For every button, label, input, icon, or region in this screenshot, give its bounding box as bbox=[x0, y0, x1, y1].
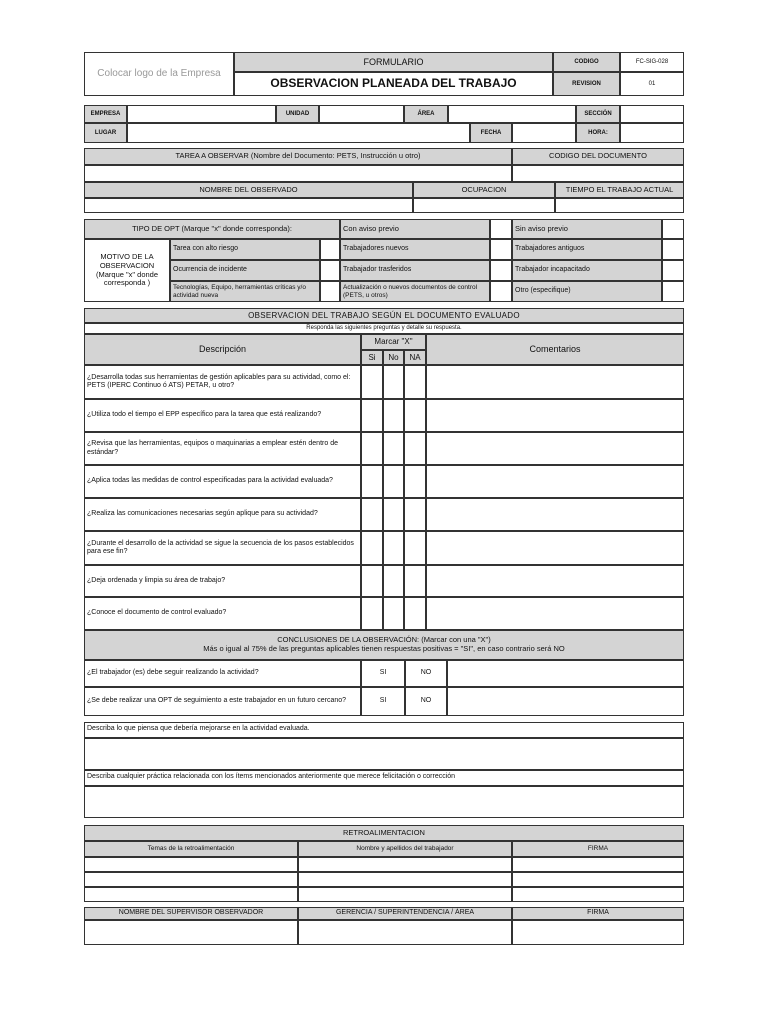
si-checkbox[interactable] bbox=[361, 365, 383, 399]
feedback-col-topics: Temas de la retroalimentación bbox=[84, 841, 298, 857]
conclusions-rule: Más o igual al 75% de las preguntas aplicables tienen respuestas positivas = "SI", en caso contrario será NO bbox=[203, 644, 565, 653]
motivo-label: MOTIVO DE LA OBSERVACION (Marque "x" donde corresponda ) bbox=[84, 239, 170, 302]
observation-title: OBSERVACION DEL TRABAJO SEGÚN EL DOCUMENTO EVALUADO bbox=[84, 308, 684, 323]
no-checkbox[interactable] bbox=[383, 465, 404, 498]
si-checkbox[interactable] bbox=[361, 432, 383, 465]
question-text: ¿Desarrolla todas sus herramientas de gestión aplicables para su actividad, como el: PETS (IPERC Continuo ó ATS) PETAR, u otro? bbox=[84, 365, 361, 399]
na-checkbox[interactable] bbox=[404, 432, 426, 465]
gerencia-field[interactable] bbox=[298, 920, 512, 945]
si-checkbox[interactable] bbox=[361, 465, 383, 498]
fecha-field[interactable] bbox=[512, 123, 576, 143]
no-checkbox[interactable] bbox=[383, 432, 404, 465]
no-checkbox[interactable] bbox=[383, 531, 404, 565]
na-checkbox[interactable] bbox=[404, 399, 426, 432]
question-text: ¿Deja ordenada y limpia su área de trabajo? bbox=[84, 565, 361, 597]
comment-field[interactable] bbox=[426, 399, 684, 432]
no-checkbox[interactable] bbox=[383, 498, 404, 531]
feedback-signature-field[interactable] bbox=[512, 857, 684, 872]
hora-field[interactable] bbox=[620, 123, 684, 143]
na-checkbox[interactable] bbox=[404, 531, 426, 565]
na-checkbox[interactable] bbox=[404, 597, 426, 630]
motivo-option: Actualización o nuevos documentos de control (PETS, u otros) bbox=[340, 281, 490, 302]
feedback-col-worker: Nombre y apellidos del trabajador bbox=[298, 841, 512, 857]
feedback-worker-field[interactable] bbox=[298, 887, 512, 902]
motivo-checkbox[interactable] bbox=[662, 281, 684, 302]
si-checkbox[interactable] bbox=[361, 565, 383, 597]
code-value: FC-SIG-028 bbox=[620, 52, 684, 72]
lugar-field[interactable] bbox=[127, 123, 470, 143]
motivo-checkbox[interactable] bbox=[490, 281, 512, 302]
motivo-checkbox[interactable] bbox=[490, 260, 512, 281]
motivo-option: Trabajadores antiguos bbox=[512, 239, 662, 260]
codigo-doc-field[interactable] bbox=[512, 165, 684, 182]
empresa-label: EMPRESA bbox=[84, 105, 127, 123]
feedback-signature-field[interactable] bbox=[512, 872, 684, 887]
question-text: ¿Realiza las comunicaciones necesarias según aplique para su actividad? bbox=[84, 498, 361, 531]
motivo-checkbox[interactable] bbox=[662, 260, 684, 281]
revision-value: 01 bbox=[620, 72, 684, 96]
sin-aviso-checkbox[interactable] bbox=[662, 219, 684, 239]
feedback-topic-field[interactable] bbox=[84, 887, 298, 902]
no-checkbox[interactable] bbox=[383, 597, 404, 630]
supervisor-field[interactable] bbox=[84, 920, 298, 945]
comment-field[interactable] bbox=[426, 565, 684, 597]
nombre-observado-label: NOMBRE DEL OBSERVADO bbox=[84, 182, 413, 198]
na-header: NA bbox=[404, 350, 426, 365]
conclusion-si-option[interactable]: SI bbox=[361, 660, 405, 687]
si-checkbox[interactable] bbox=[361, 498, 383, 531]
question-text: ¿Revisa que las herramientas, equipos o maquinarias a emplear estén dentro de estándar? bbox=[84, 432, 361, 465]
doc-type: FORMULARIO bbox=[234, 52, 553, 72]
unidad-label: UNIDAD bbox=[276, 105, 319, 123]
comments-header: Comentarios bbox=[426, 334, 684, 365]
firma-field[interactable] bbox=[512, 920, 684, 945]
revision-label: REVISION bbox=[553, 72, 620, 96]
tarea-field[interactable] bbox=[84, 165, 512, 182]
si-header: Si bbox=[361, 350, 383, 365]
seccion-label: SECCIÓN bbox=[576, 105, 620, 123]
si-checkbox[interactable] bbox=[361, 399, 383, 432]
si-checkbox[interactable] bbox=[361, 597, 383, 630]
no-checkbox[interactable] bbox=[383, 365, 404, 399]
conclusion-si-option[interactable]: SI bbox=[361, 687, 405, 716]
codigo-doc-label: CODIGO DEL DOCUMENTO bbox=[512, 148, 684, 165]
conclusion-no-option[interactable]: NO bbox=[405, 660, 447, 687]
motivo-option: Trabajadores nuevos bbox=[340, 239, 490, 260]
praise-label: Describa cualquier práctica relacionada con los ítems mencionados anteriormente que merece felicitación o corrección bbox=[84, 770, 684, 786]
area-field[interactable] bbox=[448, 105, 576, 123]
desc-header: Descripción bbox=[84, 334, 361, 365]
feedback-worker-field[interactable] bbox=[298, 872, 512, 887]
comment-field[interactable] bbox=[426, 597, 684, 630]
area-label: ÁREA bbox=[404, 105, 448, 123]
motivo-checkbox[interactable] bbox=[320, 281, 340, 302]
na-checkbox[interactable] bbox=[404, 565, 426, 597]
na-checkbox[interactable] bbox=[404, 465, 426, 498]
motivo-checkbox[interactable] bbox=[490, 239, 512, 260]
con-aviso-checkbox[interactable] bbox=[490, 219, 512, 239]
question-text: ¿Aplica todas las medidas de control especificadas para la actividad evaluada? bbox=[84, 465, 361, 498]
motivo-checkbox[interactable] bbox=[320, 260, 340, 281]
observation-subtitle: Responda las siguientes preguntas y detalle su respuesta. bbox=[84, 323, 684, 334]
empresa-field[interactable] bbox=[127, 105, 276, 123]
code-label: CODIGO bbox=[553, 52, 620, 72]
motivo-option: Trabajador incapacitado bbox=[512, 260, 662, 281]
mark-header: Marcar "X" bbox=[361, 334, 426, 350]
tiempo-field[interactable] bbox=[555, 198, 684, 213]
feedback-worker-field[interactable] bbox=[298, 857, 512, 872]
question-text: ¿Conoce el documento de control evaluado? bbox=[84, 597, 361, 630]
comment-field[interactable] bbox=[426, 465, 684, 498]
conclusions-heading: CONCLUSIONES DE LA OBSERVACIÓN: (Marcar con una "X") bbox=[277, 635, 491, 645]
question-text: ¿Durante el desarrollo de la actividad se sigue la secuencia de los pasos establecidos para ese fin? bbox=[84, 531, 361, 565]
seccion-field[interactable] bbox=[620, 105, 684, 123]
motivo-checkbox[interactable] bbox=[320, 239, 340, 260]
motivo-option: Trabajador trasferidos bbox=[340, 260, 490, 281]
ocupacion-field[interactable] bbox=[413, 198, 555, 213]
si-checkbox[interactable] bbox=[361, 531, 383, 565]
comment-field[interactable] bbox=[426, 432, 684, 465]
improve-field[interactable] bbox=[84, 738, 684, 770]
conclusion-comment-field[interactable] bbox=[447, 660, 684, 687]
motivo-option: Tarea con alto riesgo bbox=[170, 239, 320, 260]
feedback-signature-field[interactable] bbox=[512, 887, 684, 902]
feedback-title: RETROALIMENTACION bbox=[84, 825, 684, 841]
logo-placeholder: Colocar logo de la Empresa bbox=[84, 52, 234, 96]
feedback-topic-field[interactable] bbox=[84, 857, 298, 872]
ocupacion-label: OCUPACION bbox=[413, 182, 555, 198]
improve-label: Describa lo que piensa que debería mejorarse en la actividad evaluada. bbox=[84, 722, 684, 738]
sin-aviso-label: Sin aviso previo bbox=[512, 219, 662, 239]
comment-field[interactable] bbox=[426, 498, 684, 531]
na-checkbox[interactable] bbox=[404, 498, 426, 531]
hora-label: HORA: bbox=[576, 123, 620, 143]
conclusion-comment-field[interactable] bbox=[447, 687, 684, 716]
motivo-option: Otro (especifique) bbox=[512, 281, 662, 302]
conclusion-question: ¿Se debe realizar una OPT de seguimiento a este trabajador en un futuro cercano? bbox=[84, 687, 361, 716]
no-checkbox[interactable] bbox=[383, 399, 404, 432]
fecha-label: FECHA bbox=[470, 123, 512, 143]
supervisor-label: NOMBRE DEL SUPERVISOR OBSERVADOR bbox=[84, 907, 298, 920]
conclusions-title bbox=[84, 630, 684, 660]
tiempo-label: TIEMPO EL TRABAJO ACTUAL bbox=[555, 182, 684, 198]
gerencia-label: GERENCIA / SUPERINTENDENCIA / ÁREA bbox=[298, 907, 512, 920]
no-header: No bbox=[383, 350, 404, 365]
na-checkbox[interactable] bbox=[404, 365, 426, 399]
comment-field[interactable] bbox=[426, 531, 684, 565]
conclusion-no-option[interactable]: NO bbox=[405, 687, 447, 716]
motivo-option: Tecnologías, Equipo, herramientas críticas y/o actividad nueva bbox=[170, 281, 320, 302]
unidad-field[interactable] bbox=[319, 105, 404, 123]
conclusion-question: ¿El trabajador (es) debe seguir realizando la actividad? bbox=[84, 660, 361, 687]
firma-label: FIRMA bbox=[512, 907, 684, 920]
comment-field[interactable] bbox=[426, 365, 684, 399]
question-text: ¿Utiliza todo el tiempo el EPP específico para la tarea que está realizando? bbox=[84, 399, 361, 432]
praise-field[interactable] bbox=[84, 786, 684, 818]
motivo-option: Ocurrencia de incidente bbox=[170, 260, 320, 281]
nombre-observado-field[interactable] bbox=[84, 198, 413, 213]
lugar-label: LUGAR bbox=[84, 123, 127, 143]
feedback-col-signature: FIRMA bbox=[512, 841, 684, 857]
feedback-topic-field[interactable] bbox=[84, 872, 298, 887]
no-checkbox[interactable] bbox=[383, 565, 404, 597]
con-aviso-label: Con aviso previo bbox=[340, 219, 490, 239]
motivo-checkbox[interactable] bbox=[662, 239, 684, 260]
tarea-label: TAREA A OBSERVAR (Nombre del Documento: PETS, Instrucción u otro) bbox=[84, 148, 512, 165]
page-title: OBSERVACION PLANEADA DEL TRABAJO bbox=[234, 72, 553, 96]
tipo-opt-label: TIPO DE OPT (Marque "x" donde corresponda): bbox=[84, 219, 340, 239]
